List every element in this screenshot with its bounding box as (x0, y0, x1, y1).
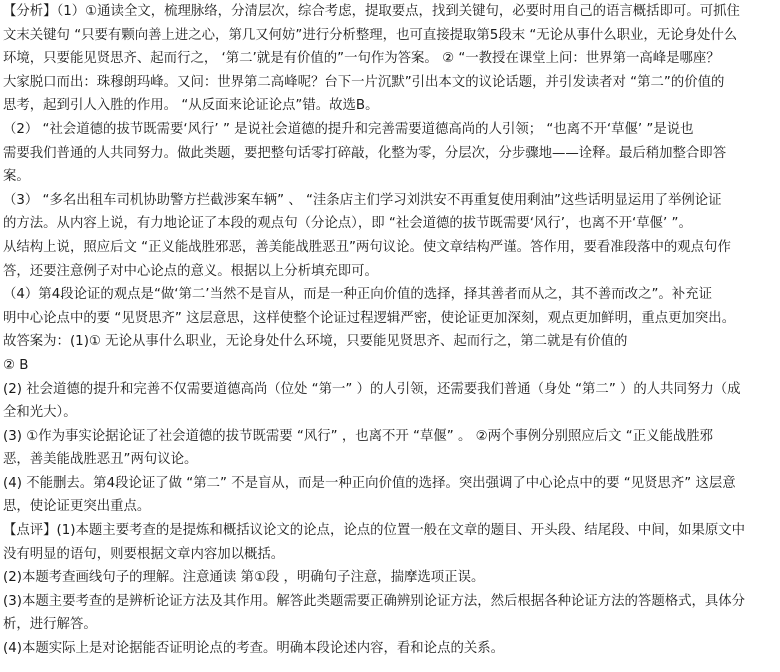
text-line: (3)本题主要考查的是辨析论证方法及其作用。解答此类题需要正确辨别论证方法，然后根据各种论证方法的答题格式，具体分 (3, 593, 746, 609)
text-line: (3) ①作为事实论据论证了社会道德的拔节既需要 “风行” ，也离不开 “草偃” 。 ②两个事例分别照应后文 “正义能战胜邪 (3, 428, 714, 444)
text-line: 故答案为：(1)① 无论从事什么职业，无论身处什么环境，只要能见贤思齐、起而行之，第二就是有价值的 (3, 334, 628, 350)
text-line: 全和光大）。 (3, 405, 77, 421)
text-line: 从结构上说，照应后文 “正义能战胜邪恶，善美能战胜恶丑”两句议论。使文章结构严谨。答作用，要看准段落中的观点句作 (3, 239, 731, 255)
text-line: (4)本题实际上是对论据能否证明论点的考查。明确本段论述内容，看和论点的关系。 (3, 641, 505, 657)
text-line: 明中心论点中的要 “见贤思齐” 这层意思，这样使整个论证过程逻辑严密，使论证更加深刻，观点更加鲜明，重点更加突出。 (3, 310, 736, 326)
text-line: 大家脱口而出：珠穆朗玛峰。又问：世界第二高峰呢？台下一片沉默”引出本文的议论话题，并引发读者对 “第二”的价值的 (3, 74, 725, 90)
text-line: （2） “社会道德的拔节既需要‘风行’ ” 是说社会道德的提升和完善需要道德高尚的人引领； “也离不开‘草偃’ ”是说也 (3, 121, 694, 137)
text-line: 恶，善美能战胜恶丑”两句议论。 (3, 452, 198, 468)
text-line: 案。 (3, 169, 30, 185)
text-line: （3） “多名出租车司机协助警方拦截涉案车辆” 、 “洼条店主们学习刘洪安不再重复使用剩油”这些话明显运用了举例论证 (3, 192, 722, 208)
text-line: (2)本题考查画线句子的理解。注意通读 第①段 ，明确句子注意，揣摩选项正误。 (3, 570, 485, 586)
text-line: 析，进行解答。 (3, 617, 97, 633)
text-line: 思，使论证更突出重点。 (3, 499, 151, 515)
text-line: 需要我们普通的人共同努力。做此类题，要把整句话零打碎敲，化整为零，分层次，分步骤地——诠释。最后稍加整合即答 (3, 145, 727, 161)
text-line: 没有明显的语句，则要根据文章内容加以概括。 (3, 546, 285, 562)
text-line: (4) 不能删去。第4段论证了做 “第二” 不是盲从，而是一种正向价值的选择。突出强调了中心论点中的要 “见贤思齐” 这层意 (3, 475, 736, 491)
text-line: 文末关键句 “只要有颗向善上进之心，第几又何妨”进行分析整理，也可直接提取第5段末 “无论从事什么职业，无论身处什么 (3, 27, 738, 43)
text-line: 的方法。从内容上说，有力地论证了本段的观点句（分论点），即 “社会道德的拔节既需要‘风行’，也离不开‘草偃’ ”。 (3, 216, 692, 232)
text-line: (2) 社会道德的提升和完善不仅需要道德高尚（位处 “第一” ）的人引领，还需要我们普通（身处 “第二” ）的人共同努力（成 (3, 381, 741, 397)
text-line: 答，还要注意例子对中心论点的意义。根据以上分析填充即可。 (3, 263, 378, 279)
text-line: 【点评】(1)本题主要考查的是提炼和概括议论文的论点，论点的位置一般在文章的题目、开头段、结尾段、中间，如果原文中 (3, 523, 746, 539)
text-line: （4）第4段论证的观点是“做‘第二’当然不是盲从，而是一种正向价值的选择，择其善者而从之，其不善而改之”。补充证 (3, 287, 712, 303)
text-line: 思考，起到引人入胜的作用。 “从反面来论证论点”错。故选B。 (3, 98, 379, 114)
text-line: 【分析】（1）①通读全文，梳理脉络，分清层次，综合考虑，提取要点，找到关键句，必要时用自己的语言概括即可。可抓住 (3, 4, 740, 19)
text-line: 环境，只要能见贤思齐、起而行之， ‘第二’就是有价值的”一句作为答案。 ② “一教授在课堂上问：世界第一高峰是哪座？ (3, 51, 720, 67)
text-line: ② B (3, 357, 29, 373)
